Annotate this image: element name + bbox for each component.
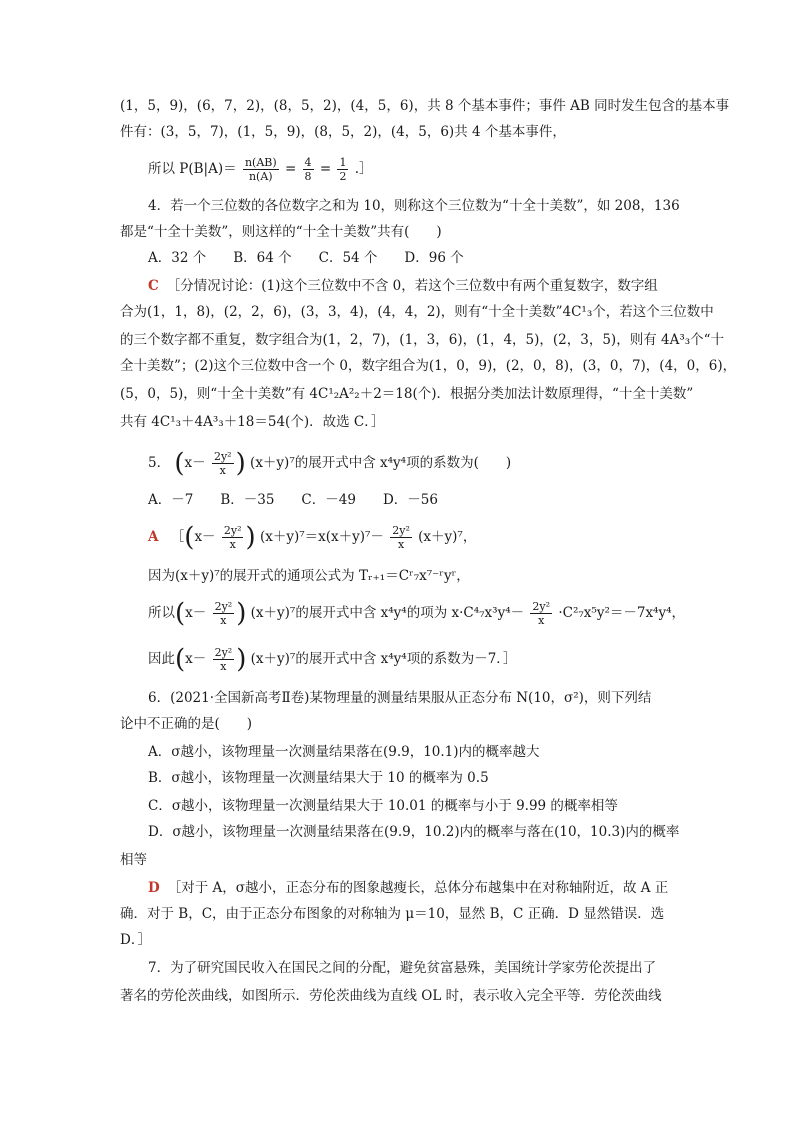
question-5-answer: A ［(x－ $\frac{\text{2y²}}{x}$ ) (x＋y)⁷＝x(x＋y)⁷－ $\frac{\text{2y²}}{x}$ (x＋y)⁷，	[148, 522, 477, 553]
solution-line: 的三个数字都不重复，数字组合为(1，2，7)，(1，3，6)，(1，4，5)，(2，3，5)，则有 4A³₃个“十	[120, 332, 725, 348]
question-6-stem: 6．(2021·全国新高考Ⅱ卷)某物理量的测量结果服从正态分布 N(10，σ²)，则下列结	[148, 690, 652, 706]
text-line: (1，5，9)，(6，7，2)，(8，5，2)，(4，5，6)，共 8 个基本事件；事件 AB 同时发生包含的基本事	[120, 98, 730, 114]
question-4-answer: C ［分情况讨论：(1)这个三位数中不含 0，若这个三位数中有两个重复数字，数字组	[148, 278, 658, 294]
question-4-options: A．32 个 B．64 个 C．54 个 D．96 个	[148, 250, 464, 266]
solution-line: 合为(1，1，8)，(2，2，6)，(3，3，4)，(4，4，2)，则有“十全十美数”4C¹₃个，若这个三位数中	[120, 304, 714, 320]
answer-letter: A	[148, 529, 159, 545]
solution-line: 共有 4C¹₃＋4A³₃＋18＝54(个)．故选 C．］	[120, 414, 385, 430]
question-4-stem: 都是“十全十美数”，则这样的“十全十美数”共有( )	[120, 224, 442, 240]
formula-line: 所以 P(B|A)＝ $\frac{n(AB)}{n(A)}$ = $\frac{4}{8}$ = $\frac{1}{2}$ .］	[148, 156, 373, 183]
solution-line: 因此(x－ $\frac{\text{2y²}}{x}$ ) (x＋y)⁷的展开式中含 x⁴y⁴项的系数为－7．］	[148, 644, 517, 675]
text-line: 件有：(3，5，7)，(1，5，9)，(8，5，2)，(4，5，6)共 4 个基本事件，	[120, 124, 566, 140]
solution-line: (5，0，5)，则“十全十美数”有 4C¹₂A²₂＋2＝18(个)．根据分类加法计数原理得，“十全十美数”	[120, 386, 694, 402]
solution-line: 确．对于 B，C，由于正态分布图象的对称轴为 μ＝10，显然 B，C 正确．D 显然错误．选	[120, 906, 665, 922]
option-a: A．σ越小，该物理量一次测量结果落在(9.9，10.1)内的概率越大	[148, 744, 540, 760]
solution-line: 所以(x－ $\frac{\text{2y²}}{x}$ ) (x＋y)⁷的展开式中含 x⁴y⁴的项为 x·C⁴₇x³y⁴－ $\frac{\text{2y²}}{x}$ ·C²₇x⁵y²＝－7x⁴y⁴，	[148, 598, 686, 629]
solution-line: D．］	[120, 932, 152, 948]
question-6-answer: D ［对于 A，σ越小，正态分布的图象越瘦长，总体分布越集中在对称轴附近，故 A 正	[148, 880, 669, 896]
answer-letter: D	[148, 880, 160, 896]
option-d: 相等	[120, 852, 147, 868]
question-7-stem: 著名的劳伦茨曲线，如图所示．劳伦茨曲线为直线 OL 时，表示收入完全平等．劳伦茨曲线	[120, 988, 662, 1004]
answer-letter: C	[148, 278, 159, 294]
solution-line: 因为(x＋y)⁷的展开式的通项公式为 Tᵣ₊₁＝Cʳ₇x⁷⁻ʳyʳ，	[148, 568, 470, 584]
option-c: C．σ越小，该物理量一次测量结果大于 10.01 的概率与小于 9.99 的概率相等	[148, 798, 618, 814]
option-d: D．σ越小，该物理量一次测量结果落在(9.9，10.2)内的概率与落在(10，10.3)内的概率	[148, 824, 680, 840]
question-5-stem: 5． (x－ $\frac{\text{2y²}}{x}$ ) (x＋y)⁷的展开式中含 x⁴y⁴项的系数为( )	[148, 448, 512, 479]
question-5-options: A．－7 B．－35 C．－49 D．－56	[148, 492, 438, 508]
option-b: B．σ越小，该物理量一次测量结果大于 10 的概率为 0.5	[148, 770, 489, 786]
solution-line: 全十美数”；(2)这个三位数中含一个 0，数字组合为(1，0，9)，(2，0，8)，(3，0，7)，(4，0，6)，	[120, 358, 737, 374]
question-6-stem: 论中不正确的是( )	[120, 716, 253, 732]
question-4-stem: 4．若一个三位数的各位数字之和为 10，则称这个三位数为“十全十美数”，如 208，136	[148, 198, 680, 214]
question-7-stem: 7．为了研究国民收入在国民之间的分配，避免贫富悬殊，美国统计学家劳伦茨提出了	[148, 960, 657, 976]
